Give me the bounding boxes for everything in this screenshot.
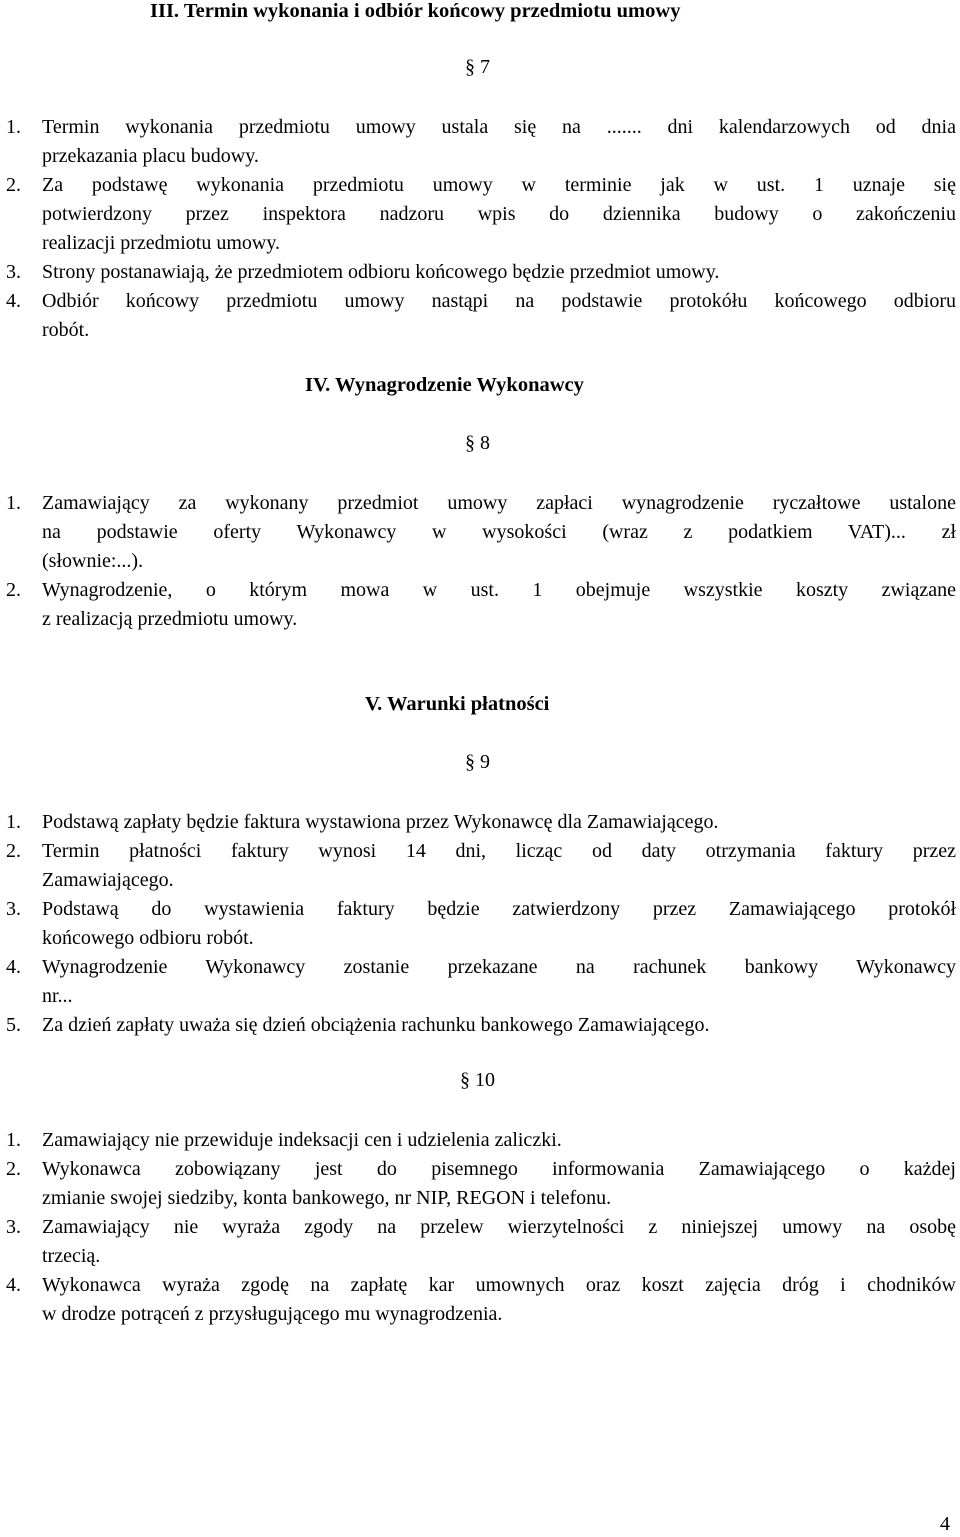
item-line: (słownie:...).: [42, 550, 144, 572]
item-line: Termin płatności faktury wynosi 14 dni, licząc od daty otrzymania faktury przez: [42, 840, 956, 862]
item-number: 2.: [6, 174, 21, 196]
item-number: 4.: [6, 1274, 21, 1296]
item-number: 1.: [6, 492, 21, 514]
item-number: 1.: [6, 116, 21, 138]
section-heading: IV. Wynagrodzenie Wykonawcy: [305, 374, 584, 396]
item-line: potwierdzony przez inspektora nadzoru wpis do dziennika budowy o zakończeniu: [42, 203, 956, 225]
item-line: Podstawą zapłaty będzie faktura wystawiona przez Wykonawcę dla Zamawiającego.: [42, 811, 719, 833]
item-line: Wykonawca zobowiązany jest do pisemnego informowania Zamawiającego o każdej: [42, 1158, 956, 1180]
item-line: Zamawiający nie przewiduje indeksacji cen i udzielenia zaliczki.: [42, 1129, 562, 1151]
paragraph-number: § 8: [465, 432, 490, 454]
item-line: przekazania placu budowy.: [42, 145, 259, 167]
item-line: na podstawie oferty Wykonawcy w wysokości (wraz z podatkiem VAT)... zł: [42, 521, 956, 543]
page-number: 4: [940, 1513, 950, 1535]
item-number: 2.: [6, 579, 21, 601]
item-line: końcowego odbioru robót.: [42, 927, 254, 949]
item-line: w drodze potrąceń z przysługującego mu wynagrodzenia.: [42, 1303, 503, 1325]
item-line: Podstawą do wystawienia faktury będzie zatwierdzony przez Zamawiającego protokół: [42, 898, 956, 920]
item-line: Wykonawca wyraża zgodę na zapłatę kar umownych oraz koszt zajęcia dróg i chodników: [42, 1274, 956, 1296]
item-line: Za dzień zapłaty uważa się dzień obciążenia rachunku bankowego Zamawiającego.: [42, 1014, 710, 1036]
item-number: 4.: [6, 290, 21, 312]
item-line: zmianie swojej siedziby, konta bankowego, nr NIP, REGON i telefonu.: [42, 1187, 612, 1209]
item-line: z realizacją przedmiotu umowy.: [42, 608, 298, 630]
item-line: Zamawiający za wykonany przedmiot umowy zapłaci wynagrodzenie ryczałtowe ustalone: [42, 492, 956, 514]
paragraph-number: § 9: [465, 751, 490, 773]
item-number: 1.: [6, 811, 21, 833]
item-number: 1.: [6, 1129, 21, 1151]
item-line: robót.: [42, 319, 90, 341]
paragraph-number: § 7: [465, 56, 490, 78]
item-line: Strony postanawiają, że przedmiotem odbioru końcowego będzie przedmiot umowy.: [42, 261, 720, 283]
item-line: Wynagrodzenie Wykonawcy zostanie przekazane na rachunek bankowy Wykonawcy: [42, 956, 956, 978]
item-number: 4.: [6, 956, 21, 978]
item-number: 2.: [6, 1158, 21, 1180]
section-heading: III. Termin wykonania i odbiór końcowy przedmiotu umowy: [150, 0, 681, 22]
item-line: realizacji przedmiotu umowy.: [42, 232, 281, 254]
item-line: trzecią.: [42, 1245, 101, 1267]
item-line: nr...: [42, 985, 73, 1007]
item-line: Zamawiający nie wyraża zgody na przelew wierzytelności z niniejszej umowy na osobę: [42, 1216, 956, 1238]
item-line: Termin wykonania przedmiotu umowy ustala się na ....... dni kalendarzowych od dnia: [42, 116, 956, 138]
item-line: Wynagrodzenie, o którym mowa w ust. 1 obejmuje wszystkie koszty związane: [42, 579, 956, 601]
section-heading: V. Warunki płatności: [365, 693, 550, 715]
item-number: 3.: [6, 261, 21, 283]
paragraph-number: § 10: [460, 1069, 495, 1091]
item-number: 2.: [6, 840, 21, 862]
item-number: 3.: [6, 898, 21, 920]
item-number: 3.: [6, 1216, 21, 1238]
item-line: Odbiór końcowy przedmiotu umowy nastąpi na podstawie protokółu końcowego odbioru: [42, 290, 956, 312]
item-number: 5.: [6, 1014, 21, 1036]
item-line: Zamawiającego.: [42, 869, 174, 891]
item-line: Za podstawę wykonania przedmiotu umowy w terminie jak w ust. 1 uznaje się: [42, 174, 956, 196]
